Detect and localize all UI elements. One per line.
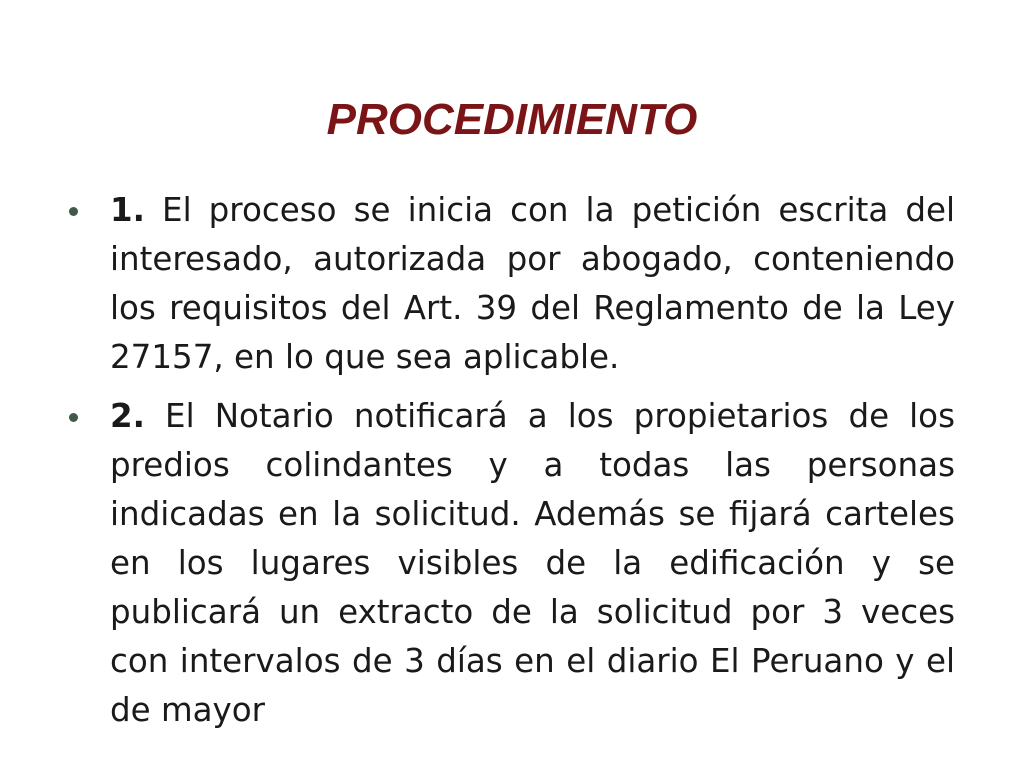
list-item [0,392,1024,735]
bullet-list [0,186,1024,745]
list-item-text [110,392,955,735]
list-item-text [110,186,955,382]
slide-title: PROCEDIMIENTO [326,95,698,144]
list-item [0,186,1024,382]
item-number: 1. [110,191,145,229]
item-number: 2. [110,397,145,435]
bullet-icon [69,413,78,422]
bullet-icon [69,207,78,216]
item-body: El proceso se inicia con la petición escrita del interesado, autorizada por abogado, conteniendo los requisitos del Art. 39 del Reglamento de la Ley 27157, en lo que sea aplicable. [110,191,955,376]
item-body: El Notario notificará a los propietarios de los predios colindantes y a todas las personas indicadas en la solicitud. Además se fijará carteles en los lugares visibles de la edificación y se publicará un extracto de la solicitud por 3 veces con intervalos de 3 días en el diario El Peruano y el de mayor [110,397,955,729]
